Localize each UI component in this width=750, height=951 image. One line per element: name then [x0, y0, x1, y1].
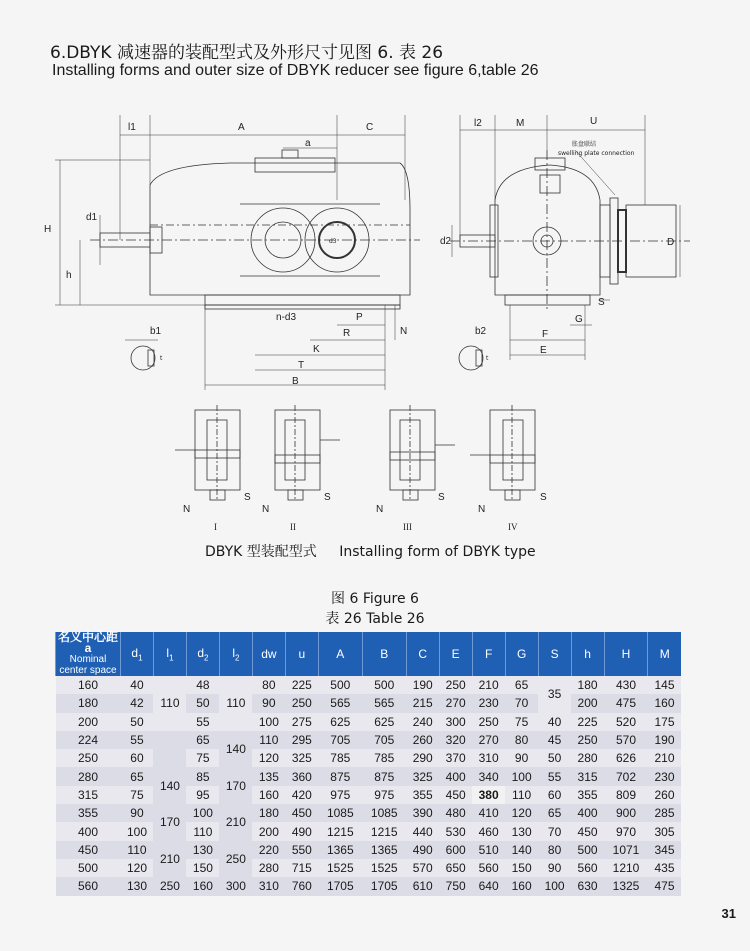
- table-cell: 705: [362, 731, 406, 749]
- form-3: [390, 405, 455, 500]
- table-cell: 610: [406, 877, 439, 895]
- table-cell: 460: [472, 822, 505, 840]
- table-cell: 210: [648, 749, 681, 767]
- table-label: 表 26 Table 26: [325, 611, 425, 627]
- table-cell: 135: [252, 767, 285, 785]
- table-cell: 325: [406, 767, 439, 785]
- table-cell: 65: [538, 804, 571, 822]
- table-cell: 250: [219, 841, 252, 878]
- table-cell: 280: [571, 749, 604, 767]
- table-cell: 150: [186, 859, 219, 877]
- table-cell: 490: [406, 841, 439, 859]
- table-row: [56, 859, 682, 877]
- header-d2: $d_2$: [186, 632, 219, 676]
- dim-t-side: t: [486, 355, 489, 362]
- table-cell: 280: [56, 767, 121, 785]
- table-row: [56, 694, 682, 712]
- dim-d2: d2: [440, 236, 452, 247]
- table-cell: 65: [121, 767, 154, 785]
- table-cell: 90: [505, 749, 538, 767]
- table-cell: 250: [439, 676, 472, 694]
- table-cell: 110: [153, 676, 186, 731]
- dim-S-side: S: [598, 297, 605, 308]
- table-cell: 75: [121, 786, 154, 804]
- table-cell: 250: [285, 694, 318, 712]
- dim-h: h: [66, 270, 72, 281]
- table-cell: 760: [285, 877, 318, 895]
- dim-M: M: [516, 118, 525, 129]
- table-cell: 1210: [604, 859, 648, 877]
- table-cell: 230: [472, 694, 505, 712]
- table-cell: 809: [604, 786, 648, 804]
- table-cell: 785: [362, 749, 406, 767]
- installing-forms: [175, 405, 535, 500]
- table-cell: 305: [648, 822, 681, 840]
- table-cell: 110: [505, 786, 538, 804]
- table-cell: 315: [56, 786, 121, 804]
- table-cell: 160: [505, 877, 538, 895]
- table-cell: 1215: [362, 822, 406, 840]
- table-cell: 565: [362, 694, 406, 712]
- table-cell: 180: [571, 676, 604, 694]
- table-cell: 550: [285, 841, 318, 859]
- table-cell: 510: [472, 841, 505, 859]
- table-cell: 120: [121, 859, 154, 877]
- table-cell: 705: [318, 731, 362, 749]
- table-cell: 100: [121, 822, 154, 840]
- form2-N: N: [262, 504, 270, 515]
- header-h: h: [571, 632, 604, 676]
- table-cell: 355: [56, 804, 121, 822]
- side-view-labels: [440, 116, 674, 362]
- installing-forms-labels: [183, 492, 547, 532]
- table-cell: 100: [505, 767, 538, 785]
- table-cell: 875: [318, 767, 362, 785]
- table-cell: 310: [252, 877, 285, 895]
- form1-S: S: [244, 492, 251, 503]
- table-cell: 130: [186, 841, 219, 859]
- dim-G: G: [575, 314, 583, 325]
- table-cell: 750: [439, 877, 472, 895]
- table-cell: 420: [285, 786, 318, 804]
- form3-S: S: [438, 492, 445, 503]
- form2-S: S: [324, 492, 331, 503]
- table-cell: 570: [406, 859, 439, 877]
- table-cell: 48: [186, 676, 219, 694]
- dim-P: P: [356, 312, 363, 323]
- table-cell: 55: [121, 731, 154, 749]
- table-cell: 120: [252, 749, 285, 767]
- header-G: G: [505, 632, 538, 676]
- form4-N: N: [478, 504, 486, 515]
- dim-l1: l1: [128, 122, 136, 133]
- table-cell: 1325: [604, 877, 648, 895]
- table-cell: 975: [318, 786, 362, 804]
- table-cell: 1525: [318, 859, 362, 877]
- header-E: E: [439, 632, 472, 676]
- table-cell: 224: [56, 731, 121, 749]
- table-cell: 400: [439, 767, 472, 785]
- table-cell: 975: [362, 786, 406, 804]
- header-F: F: [472, 632, 505, 676]
- table-row: [56, 731, 682, 749]
- table-cell: 450: [439, 786, 472, 804]
- table-cell: 300: [439, 713, 472, 731]
- table-cell: 355: [571, 786, 604, 804]
- header-nominal-center: 名义中心距a Nominal center space: [56, 632, 121, 676]
- table-cell: 40: [121, 676, 154, 694]
- form1-N: N: [183, 504, 191, 515]
- table-cell: 140: [505, 841, 538, 859]
- table-cell: 430: [604, 676, 648, 694]
- table-cell: 715: [285, 859, 318, 877]
- heading-english: Installing forms and outer size of DBYK reducer see figure 6,table 26: [52, 62, 539, 79]
- table-cell: 170: [153, 804, 186, 841]
- table-cell: 295: [285, 731, 318, 749]
- table-cell: 625: [362, 713, 406, 731]
- table-cell: 90: [252, 694, 285, 712]
- table-cell: 65: [505, 676, 538, 694]
- table-row: [56, 877, 682, 895]
- form3-numeral: III: [403, 522, 412, 532]
- table-cell: 200: [252, 822, 285, 840]
- dim-U: U: [590, 116, 598, 127]
- table-cell: 320: [439, 731, 472, 749]
- dim-D: D: [667, 237, 675, 248]
- table-cell: 75: [186, 749, 219, 767]
- form-1: [175, 405, 240, 500]
- table-cell: 490: [285, 822, 318, 840]
- table-cell: 190: [406, 676, 439, 694]
- table-cell: 225: [571, 713, 604, 731]
- table-cell: 570: [604, 731, 648, 749]
- header-d1: $d_1$: [121, 632, 154, 676]
- table-cell: 80: [538, 841, 571, 859]
- table-cell: 260: [406, 731, 439, 749]
- table-cell: 280: [252, 859, 285, 877]
- table-cell: 130: [121, 877, 154, 895]
- dim-d1: d1: [86, 212, 98, 223]
- table-cell: 270: [472, 731, 505, 749]
- table-cell: 80: [252, 676, 285, 694]
- table-cell: 230: [648, 767, 681, 785]
- table-cell: 160: [186, 877, 219, 895]
- table-cell: 600: [439, 841, 472, 859]
- table-cell: 60: [121, 749, 154, 767]
- table-cell: 560: [56, 877, 121, 895]
- table-cell: 625: [318, 713, 362, 731]
- table-cell: 785: [318, 749, 362, 767]
- table-cell: 95: [186, 786, 219, 804]
- header-l2: $l_2$: [219, 632, 252, 676]
- header-u: u: [285, 632, 318, 676]
- table-cell: 200: [571, 694, 604, 712]
- table-cell: 435: [648, 859, 681, 877]
- table-cell: 630: [571, 877, 604, 895]
- table-cell: 360: [285, 767, 318, 785]
- form3-N: N: [376, 504, 384, 515]
- table-cell: 410: [472, 804, 505, 822]
- dim-C: C: [366, 122, 374, 133]
- header-A: A: [318, 632, 362, 676]
- table-cell: 500: [571, 841, 604, 859]
- table-cell: 55: [186, 713, 219, 731]
- table-cell: 500: [362, 676, 406, 694]
- forms-caption-en: Installing form of DBYK type: [339, 544, 536, 560]
- heading-chinese: 6.DBYK 减速器的装配型式及外形尺寸见图 6. 表 26: [50, 43, 444, 63]
- table-cell: 250: [56, 749, 121, 767]
- header-l1: $l_1$: [153, 632, 186, 676]
- table-row: [56, 749, 682, 767]
- table-cell: 1365: [318, 841, 362, 859]
- table-cell: 1085: [318, 804, 362, 822]
- table-cell: 475: [604, 694, 648, 712]
- table-cell: 970: [604, 822, 648, 840]
- table-cell: 170: [219, 767, 252, 804]
- table-cell: 50: [121, 713, 154, 731]
- table-row: [56, 822, 682, 840]
- table-cell: 520: [604, 713, 648, 731]
- dim-F: F: [542, 329, 549, 340]
- table-cell: 140: [153, 767, 186, 804]
- table-cell: 400: [56, 822, 121, 840]
- side-note-en: swelling plate connection: [558, 150, 635, 157]
- table-cell: 450: [56, 841, 121, 859]
- table-cell: 500: [56, 859, 121, 877]
- table-cell: 900: [604, 804, 648, 822]
- dim-R: R: [343, 328, 351, 339]
- table-row: [56, 786, 682, 804]
- table-cell: 480: [439, 804, 472, 822]
- table-cell: 220: [252, 841, 285, 859]
- table-cell: 100: [538, 877, 571, 895]
- front-view: [55, 115, 420, 390]
- table-cell: 530: [439, 822, 472, 840]
- table-cell: 210: [219, 804, 252, 841]
- dim-N: N: [400, 326, 408, 337]
- table-cell: 110: [121, 841, 154, 859]
- table-cell: 120: [505, 804, 538, 822]
- table-cell: 210: [472, 676, 505, 694]
- table-cell: 565: [318, 694, 362, 712]
- table-cell: 215: [406, 694, 439, 712]
- table-cell: 140: [219, 731, 252, 768]
- header-dw: dw: [252, 632, 285, 676]
- table-row: [56, 713, 682, 731]
- table-cell: 130: [505, 822, 538, 840]
- dim-A: A: [238, 122, 245, 133]
- table-cell: 90: [121, 804, 154, 822]
- form2-numeral: II: [290, 522, 296, 532]
- table-cell: 160: [648, 694, 681, 712]
- table-cell: 100: [252, 713, 285, 731]
- table-cell: 260: [648, 786, 681, 804]
- dim-T: T: [298, 360, 305, 371]
- table-cell: 450: [285, 804, 318, 822]
- dim-l2: l2: [474, 118, 482, 129]
- form-2: [275, 405, 340, 500]
- dim-d3: d3: [329, 238, 337, 245]
- header-S: S: [538, 632, 571, 676]
- table-cell: 1215: [318, 822, 362, 840]
- table-cell: 85: [186, 767, 219, 785]
- table-cell: 1705: [362, 877, 406, 895]
- form4-numeral: IV: [508, 522, 518, 532]
- page-number: 31: [721, 906, 736, 921]
- table-cell: 150: [505, 859, 538, 877]
- table-cell: 650: [439, 859, 472, 877]
- dim-B: B: [292, 376, 299, 387]
- table-cell: 210: [153, 841, 186, 878]
- table-cell: 345: [648, 841, 681, 859]
- table-cell: 1071: [604, 841, 648, 859]
- table-cell: 190: [648, 731, 681, 749]
- reducer-drawing: [0, 100, 750, 540]
- dim-b1: b1: [150, 326, 162, 337]
- table-cell: 1365: [362, 841, 406, 859]
- table-cell: 250: [153, 877, 186, 895]
- table-cell: 370: [439, 749, 472, 767]
- form1-numeral: I: [214, 522, 217, 532]
- front-view-labels: [44, 122, 407, 387]
- table-cell: 340: [472, 767, 505, 785]
- forms-caption-cn: DBYK 型装配型式: [205, 544, 317, 560]
- table-cell: 875: [362, 767, 406, 785]
- table-cell: 702: [604, 767, 648, 785]
- table-cell: 40: [538, 713, 571, 731]
- table-cell: 50: [186, 694, 219, 712]
- table-cell: 270: [439, 694, 472, 712]
- table-cell: 640: [472, 877, 505, 895]
- dim-H: H: [44, 224, 52, 235]
- table-cell: 225: [285, 676, 318, 694]
- table-cell: 75: [505, 713, 538, 731]
- table-cell: 45: [538, 731, 571, 749]
- table-cell: 315: [571, 767, 604, 785]
- table-cell: 200: [56, 713, 121, 731]
- table-cell: 240: [406, 713, 439, 731]
- table-cell: 475: [648, 877, 681, 895]
- table-cell: 355: [406, 786, 439, 804]
- form-4: [470, 405, 535, 500]
- table-cell: 500: [318, 676, 362, 694]
- table-cell: 310: [472, 749, 505, 767]
- form4-S: S: [540, 492, 547, 503]
- dim-n-d3: n-d3: [276, 312, 297, 323]
- highlighted-cell: 380: [472, 786, 505, 804]
- table-cell: 250: [472, 713, 505, 731]
- table-header-row: [56, 632, 682, 676]
- table-cell: 100: [186, 804, 219, 822]
- table-cell: 160: [56, 676, 121, 694]
- table-cell: 55: [538, 767, 571, 785]
- table-cell: 145: [648, 676, 681, 694]
- dim-b2: b2: [475, 326, 487, 337]
- dim-E: E: [540, 345, 547, 356]
- table-cell: 285: [648, 804, 681, 822]
- table-cell: 160: [252, 786, 285, 804]
- header-H: H: [604, 632, 648, 676]
- table-cell: 250: [571, 731, 604, 749]
- table-cell: 65: [186, 731, 219, 749]
- table-cell: 626: [604, 749, 648, 767]
- figure-label: 图 6 Figure 6: [331, 591, 419, 607]
- table-cell: 290: [406, 749, 439, 767]
- table-cell: 1525: [362, 859, 406, 877]
- table-cell: 180: [56, 694, 121, 712]
- table-row: [56, 804, 682, 822]
- table-cell: 440: [406, 822, 439, 840]
- table-cell: 1705: [318, 877, 362, 895]
- table-cell: 180: [252, 804, 285, 822]
- dim-K: K: [313, 344, 320, 355]
- table-cell: 175: [648, 713, 681, 731]
- header-M: M: [648, 632, 681, 676]
- table-cell: 42: [121, 694, 154, 712]
- side-note-cn: 胀盘联结: [572, 141, 597, 148]
- header-B: B: [362, 632, 406, 676]
- table-cell: 560: [472, 859, 505, 877]
- table-row: [56, 676, 682, 694]
- table-row: [56, 841, 682, 859]
- table-cell: 70: [505, 694, 538, 712]
- table-cell: 400: [571, 804, 604, 822]
- table-cell: 300: [219, 877, 252, 895]
- table-cell: 110: [219, 676, 252, 731]
- table-cell: 80: [505, 731, 538, 749]
- table-cell: 110: [252, 731, 285, 749]
- table-cell: 1085: [362, 804, 406, 822]
- table-cell: 450: [571, 822, 604, 840]
- table-cell: 35: [538, 676, 571, 713]
- table-cell: 110: [186, 822, 219, 840]
- table-cell: 560: [571, 859, 604, 877]
- table-cell: 390: [406, 804, 439, 822]
- table-cell: 90: [538, 859, 571, 877]
- table-cell: 325: [285, 749, 318, 767]
- table-cell: 50: [538, 749, 571, 767]
- table-cell: 70: [538, 822, 571, 840]
- header-C: C: [406, 632, 439, 676]
- table-cell: 275: [285, 713, 318, 731]
- forms-caption: [205, 541, 554, 561]
- table-cell: [153, 731, 186, 768]
- table-row: [56, 767, 682, 785]
- dim-a: a: [305, 138, 311, 149]
- table-cell: 60: [538, 786, 571, 804]
- spec-table: [55, 632, 681, 896]
- dim-t-front: t: [160, 355, 163, 362]
